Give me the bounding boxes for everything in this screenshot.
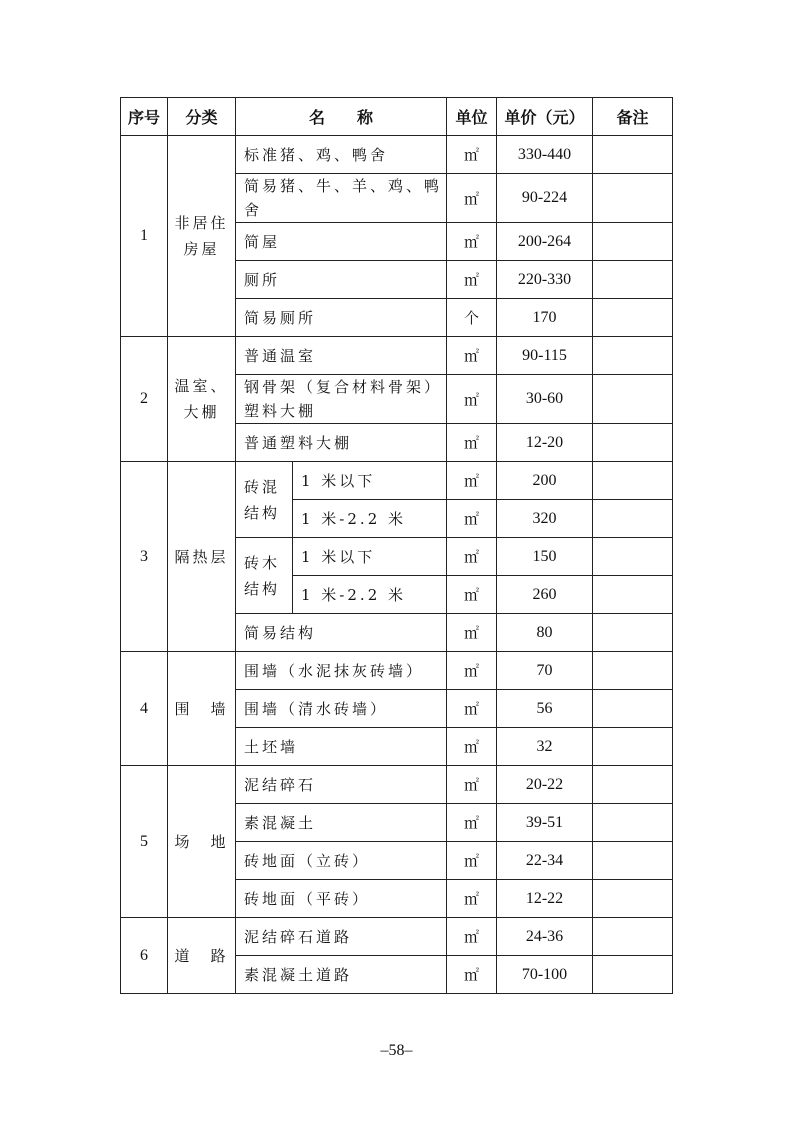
unit-cell: ㎡ xyxy=(447,375,497,424)
unit-cell: ㎡ xyxy=(447,956,497,994)
item-name: 泥结碎石道路 xyxy=(236,918,447,956)
unit-cell: ㎡ xyxy=(447,424,497,462)
table-row xyxy=(121,652,673,690)
category-cell: 非居住房屋 xyxy=(168,136,236,337)
unit-cell: ㎡ xyxy=(447,261,497,299)
unit-cell: ㎡ xyxy=(447,500,497,538)
item-name: 1 米以下 xyxy=(293,462,447,500)
price-cell: 320 xyxy=(497,500,593,538)
item-name: 厕所 xyxy=(236,261,447,299)
price-cell: 32 xyxy=(497,728,593,766)
note-cell xyxy=(593,728,673,766)
note-cell xyxy=(593,576,673,614)
price-cell: 12-20 xyxy=(497,424,593,462)
item-name: 素混凝土 xyxy=(236,804,447,842)
note-cell xyxy=(593,375,673,424)
category-cell: 围 墙 xyxy=(168,652,236,766)
unit-cell: ㎡ xyxy=(447,174,497,223)
note-cell xyxy=(593,918,673,956)
unit-cell: ㎡ xyxy=(447,223,497,261)
note-cell xyxy=(593,500,673,538)
price-cell: 12-22 xyxy=(497,880,593,918)
header-note: 备注 xyxy=(593,98,673,136)
unit-cell: ㎡ xyxy=(447,462,497,500)
price-cell: 24-36 xyxy=(497,918,593,956)
item-name: 简屋 xyxy=(236,223,447,261)
item-name: 1 米-2.2 米 xyxy=(293,576,447,614)
note-cell xyxy=(593,174,673,223)
price-cell: 70-100 xyxy=(497,956,593,994)
note-cell xyxy=(593,136,673,174)
header-name: 名 称 xyxy=(236,98,447,136)
unit-cell: ㎡ xyxy=(447,880,497,918)
note-cell xyxy=(593,261,673,299)
category-cell: 隔热层 xyxy=(168,462,236,652)
category-cell: 场 地 xyxy=(168,766,236,918)
item-name: 1 米-2.2 米 xyxy=(293,500,447,538)
unit-cell: ㎡ xyxy=(447,690,497,728)
table-row xyxy=(121,337,673,375)
table-row xyxy=(121,136,673,174)
item-name: 砖地面（立砖） xyxy=(236,842,447,880)
unit-cell: ㎡ xyxy=(447,136,497,174)
price-cell: 200-264 xyxy=(497,223,593,261)
price-cell: 90-115 xyxy=(497,337,593,375)
seq-cell: 1 xyxy=(121,136,168,337)
price-cell: 220-330 xyxy=(497,261,593,299)
item-name: 围墙（清水砖墙） xyxy=(236,690,447,728)
item-name: 简易厕所 xyxy=(236,299,447,337)
note-cell xyxy=(593,614,673,652)
price-cell: 330-440 xyxy=(497,136,593,174)
price-cell: 90-224 xyxy=(497,174,593,223)
unit-cell: ㎡ xyxy=(447,337,497,375)
item-name: 素混凝土道路 xyxy=(236,956,447,994)
category-cell: 道 路 xyxy=(168,918,236,994)
note-cell xyxy=(593,880,673,918)
page-number: –58– xyxy=(380,1042,413,1059)
unit-cell: 个 xyxy=(447,299,497,337)
price-cell: 20-22 xyxy=(497,766,593,804)
price-cell: 30-60 xyxy=(497,375,593,424)
table-row xyxy=(121,918,673,956)
item-name: 普通温室 xyxy=(236,337,447,375)
note-cell xyxy=(593,424,673,462)
item-name: 土坯墙 xyxy=(236,728,447,766)
unit-cell: ㎡ xyxy=(447,538,497,576)
header-price: 单价（元） xyxy=(497,98,593,136)
item-name: 普通塑料大棚 xyxy=(236,424,447,462)
price-cell: 80 xyxy=(497,614,593,652)
item-name: 泥结碎石 xyxy=(236,766,447,804)
note-cell xyxy=(593,804,673,842)
item-name: 标准猪、鸡、鸭舍 xyxy=(236,136,447,174)
price-cell: 200 xyxy=(497,462,593,500)
note-cell xyxy=(593,538,673,576)
subcategory-cell: 砖混结构 xyxy=(236,462,293,538)
note-cell xyxy=(593,223,673,261)
note-cell xyxy=(593,956,673,994)
seq-cell: 4 xyxy=(121,652,168,766)
header-category: 分类 xyxy=(168,98,236,136)
unit-cell: ㎡ xyxy=(447,614,497,652)
price-cell: 70 xyxy=(497,652,593,690)
unit-cell: ㎡ xyxy=(447,918,497,956)
subcategory-cell: 砖木结构 xyxy=(236,538,293,614)
table-row xyxy=(121,766,673,804)
price-cell: 170 xyxy=(497,299,593,337)
seq-cell: 2 xyxy=(121,337,168,462)
price-table xyxy=(120,97,673,994)
item-name: 简易结构 xyxy=(236,614,447,652)
seq-cell: 5 xyxy=(121,766,168,918)
unit-cell: ㎡ xyxy=(447,576,497,614)
note-cell xyxy=(593,652,673,690)
header-unit: 单位 xyxy=(447,98,497,136)
note-cell xyxy=(593,337,673,375)
unit-cell: ㎡ xyxy=(447,804,497,842)
table-row xyxy=(121,462,673,500)
header-row xyxy=(121,98,673,136)
note-cell xyxy=(593,690,673,728)
note-cell xyxy=(593,766,673,804)
unit-cell: ㎡ xyxy=(447,766,497,804)
price-cell: 22-34 xyxy=(497,842,593,880)
item-name: 1 米以下 xyxy=(293,538,447,576)
note-cell xyxy=(593,462,673,500)
header-seq: 序号 xyxy=(121,98,168,136)
price-cell: 260 xyxy=(497,576,593,614)
item-name: 钢骨架（复合材料骨架）塑料大棚 xyxy=(236,375,447,424)
unit-cell: ㎡ xyxy=(447,652,497,690)
item-name: 简易猪、牛、羊、鸡、鸭舍 xyxy=(236,174,447,223)
item-name: 砖地面（平砖） xyxy=(236,880,447,918)
seq-cell: 3 xyxy=(121,462,168,652)
note-cell xyxy=(593,842,673,880)
unit-cell: ㎡ xyxy=(447,842,497,880)
category-cell: 温室、大棚 xyxy=(168,337,236,462)
item-name: 围墙（水泥抹灰砖墙） xyxy=(236,652,447,690)
price-cell: 39-51 xyxy=(497,804,593,842)
note-cell xyxy=(593,299,673,337)
price-cell: 56 xyxy=(497,690,593,728)
price-cell: 150 xyxy=(497,538,593,576)
seq-cell: 6 xyxy=(121,918,168,994)
unit-cell: ㎡ xyxy=(447,728,497,766)
